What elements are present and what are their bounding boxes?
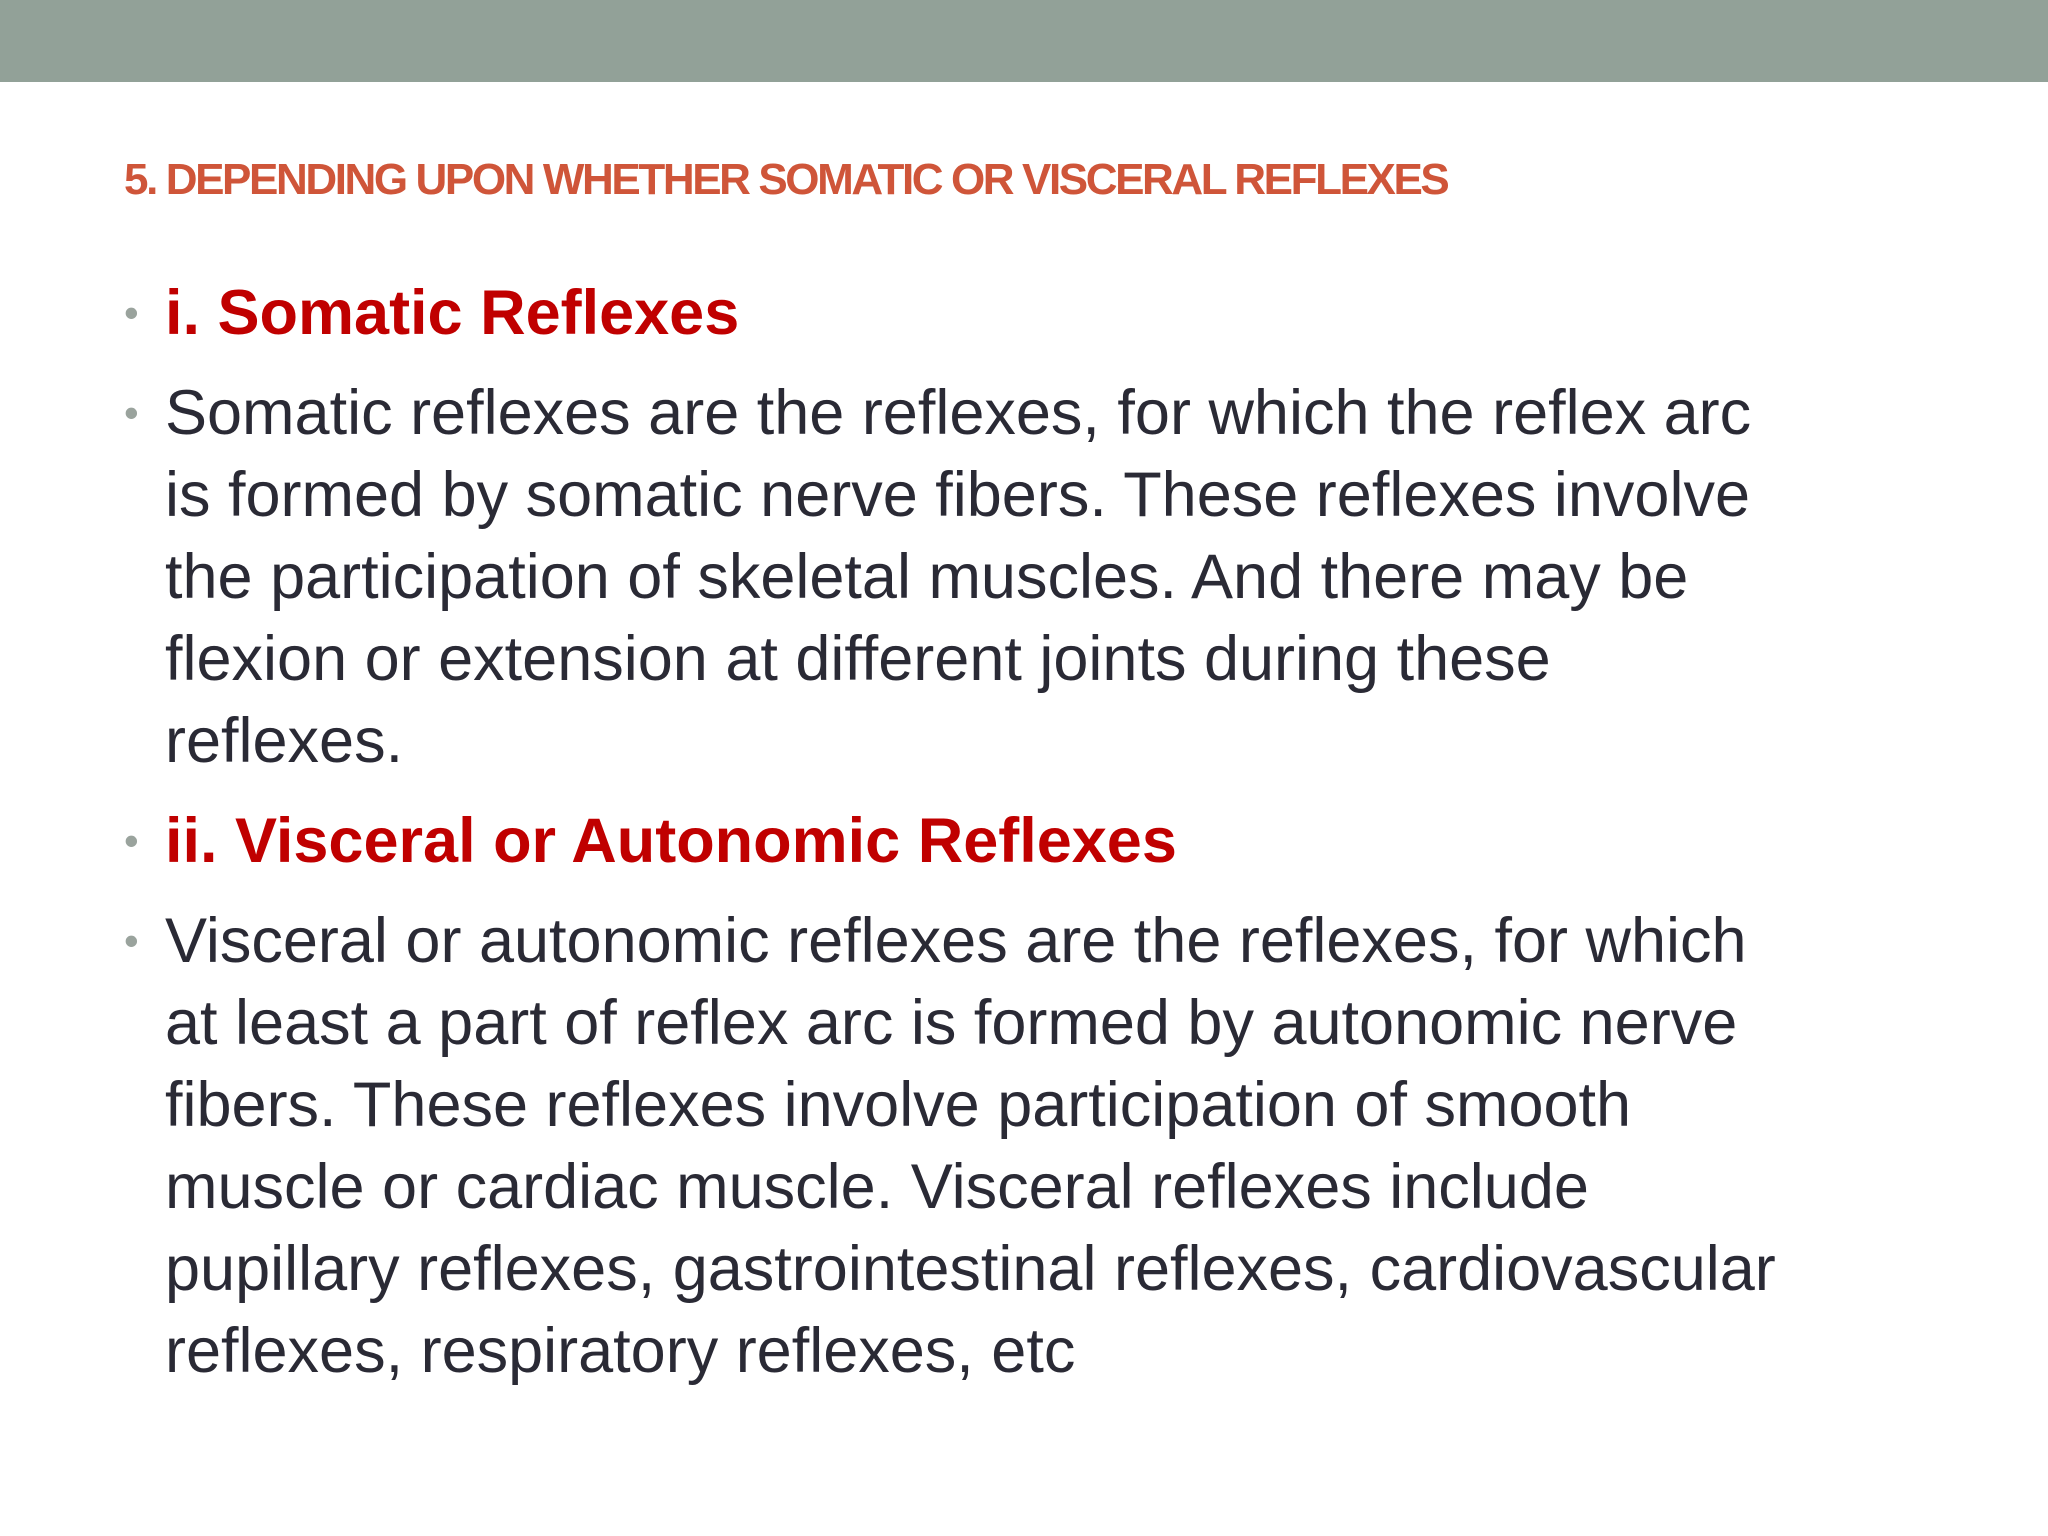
slide-title: 5. DEPENDING UPON WHETHER SOMATIC OR VISCERAL REFLEXES: [124, 155, 1448, 204]
body-line: reflexes.: [165, 706, 404, 776]
bullet-heading-visceral: [120, 800, 1960, 882]
body-line: fibers. These reflexes involve participation of smooth: [165, 1070, 1632, 1140]
body-line: pupillary reflexes, gastrointestinal reflexes, cardiovascular: [165, 1234, 1776, 1304]
bullet-body-visceral: [120, 900, 1960, 1392]
bullet-dot-icon: •: [124, 917, 139, 964]
body-line: Somatic reflexes are the reflexes, for which the reflex arc: [165, 378, 1752, 448]
bullet-dot-icon: •: [124, 289, 139, 336]
bullet-dot-icon: •: [124, 817, 139, 864]
top-banner-bar: [0, 0, 2048, 82]
body-line: muscle or cardiac muscle. Visceral reflexes include: [165, 1152, 1589, 1222]
body-line: flexion or extension at different joints during these: [165, 624, 1551, 694]
bullet-heading-somatic: [120, 272, 1960, 354]
body-line: at least a part of reflex arc is formed by autonomic nerve: [165, 988, 1738, 1058]
bullet-body-somatic: [120, 372, 1960, 782]
bullet-list: [120, 272, 1960, 1410]
heading-visceral-reflexes: ii. Visceral or Autonomic Reflexes: [165, 806, 1177, 876]
bullet-dot-icon: •: [124, 389, 139, 436]
heading-somatic-reflexes: i. Somatic Reflexes: [165, 278, 740, 348]
body-line: is formed by somatic nerve fibers. These reflexes involve: [165, 460, 1750, 530]
body-line: reflexes, respiratory reflexes, etc: [165, 1316, 1076, 1386]
body-line: Visceral or autonomic reflexes are the reflexes, for which: [165, 906, 1747, 976]
body-line: the participation of skeletal muscles. And there may be: [165, 542, 1689, 612]
